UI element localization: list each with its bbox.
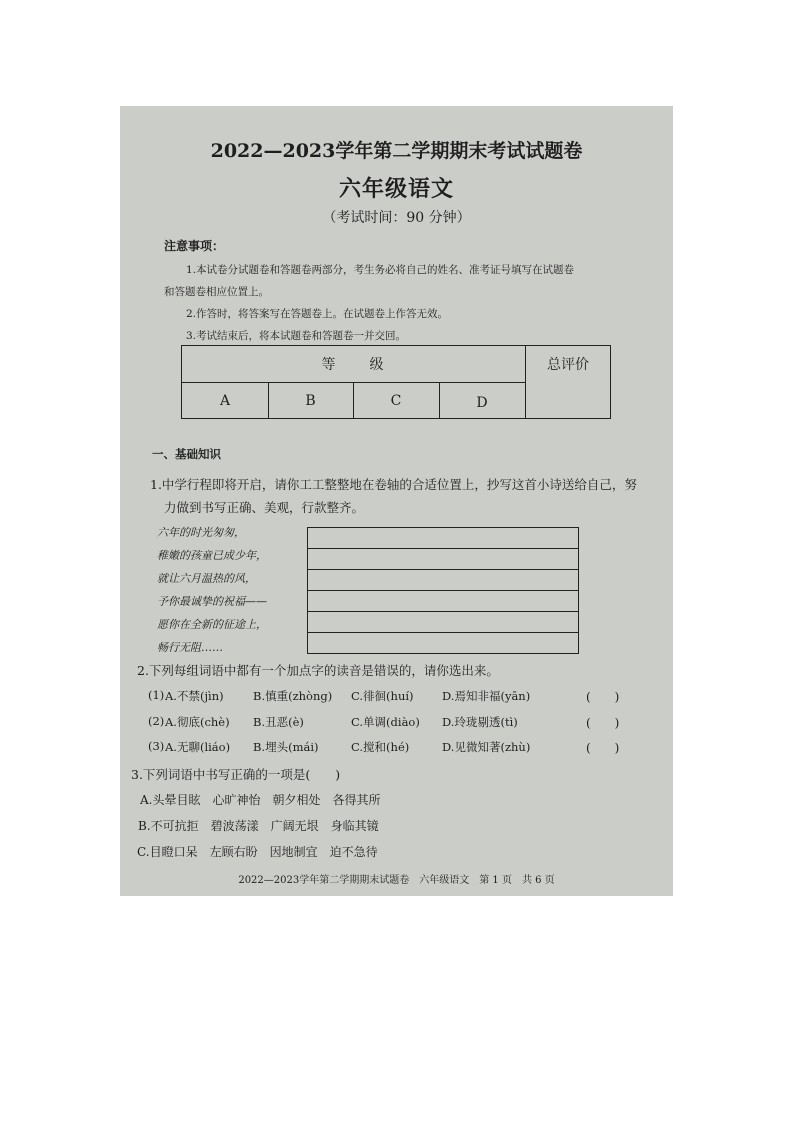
q3-stem: 3.下列词语中书写正确的一项是( ) [131, 767, 341, 782]
q3-choice-a: A.头晕目眩 心旷神怡 朝夕相处 各得其所 [140, 793, 381, 807]
section-heading: 一、基础知识 [152, 447, 221, 461]
q2-option-d: D.玲珑剔透(tì) [442, 715, 518, 729]
grade-level-c: C [390, 392, 402, 409]
writing-line [308, 569, 578, 570]
answer-blank[interactable]: ( ) [586, 716, 620, 730]
writing-line [308, 590, 578, 591]
note-3: 3.考试结束后，将本试题卷和答题卷一并交回。 [186, 330, 407, 342]
grade-table-header: 等 级 [321, 357, 386, 373]
poem-line: 予你最诚挚的祝福—— [157, 595, 267, 608]
grade-level-b: B [305, 392, 316, 409]
grade-table [181, 345, 611, 419]
q2-option-c: C.单调(diào) [351, 715, 420, 729]
q3-choice-c: C.目瞪口呆 左顾右盼 因地制宜 迫不急待 [137, 845, 378, 859]
notes-heading: 注意事项： [164, 239, 225, 253]
q2-option-a: A.不禁(jìn) [165, 689, 224, 703]
exam-title: 2022—2023学年第二学期期末考试试题卷 [210, 140, 583, 162]
q2-row-number: (2) [148, 714, 165, 728]
answer-blank[interactable]: ( ) [586, 690, 620, 704]
grade-level-d: D [476, 394, 488, 411]
grade-table-vline [525, 346, 526, 418]
writing-lines-box[interactable] [307, 527, 579, 654]
poem-line: 稚嫩的孩童已成少年， [157, 549, 267, 562]
q2-option-c: C.搅和(hé) [351, 740, 410, 754]
q2-row-number: (3) [148, 739, 165, 753]
q2-option-a: A.无聊(liáo) [165, 740, 231, 754]
total-evaluation-label: 总评价 [547, 357, 589, 373]
q2-option-b: B.慎重(zhòng) [253, 689, 333, 703]
poem-line: 愿你在全新的征途上， [157, 618, 267, 631]
q2-option-b: B.埋头(mái) [253, 740, 319, 754]
writing-line [308, 611, 578, 612]
answer-blank[interactable]: ( ) [586, 741, 620, 755]
writing-line [308, 632, 578, 633]
q3-choice-b: B.不可抗拒 碧波荡漾 广阔无垠 身临其镜 [138, 819, 379, 833]
q2-option-d: D.见微知著(zhù) [442, 740, 531, 754]
poem-line: 畅行无阻…… [157, 641, 223, 654]
q2-row-number: (1) [148, 688, 165, 702]
note-1-line-2: 和答题卷相应位置上。 [164, 286, 269, 298]
note-2: 2.作答时，将答案写在答题卷上。在试题卷上作答无效。 [186, 308, 449, 320]
q2-option-a: A.彻底(chè) [165, 715, 230, 729]
page-footer: 2022—2023学年第二学期期末试题卷 六年级语文 第 1 页 共 6 页 [238, 875, 555, 886]
exam-subject: 六年级语文 [338, 176, 454, 202]
grade-level-a: A [219, 392, 231, 409]
q2-option-d: D.焉知非福(yān) [442, 689, 531, 703]
q1-stem-line-2: 力做到书写正确、美观，行款整齐。 [164, 500, 365, 515]
poem-line: 就让六月温热的风， [157, 572, 256, 585]
exam-duration: （考试时间：90 分钟） [322, 210, 471, 226]
writing-line [308, 548, 578, 549]
exam-page [120, 106, 673, 896]
q2-option-c: C.徘徊(huí) [351, 689, 414, 703]
note-1-line-1: 1.本试卷分试题卷和答题卷两部分，考生务必将自己的姓名、准考证号填写在试题卷 [186, 264, 575, 276]
q2-stem: 2.下列每组词语中都有一个加点字的读音是错误的，请你选出来。 [137, 663, 499, 678]
q2-option-b: B.丑恶(è) [253, 715, 304, 729]
poem-line: 六年的时光匆匆， [157, 526, 245, 539]
q1-stem-line-1: 1.中学行程即将开启，请你工工整整地在卷轴的合适位置上，抄写这首小诗送给自己，努 [150, 477, 637, 492]
